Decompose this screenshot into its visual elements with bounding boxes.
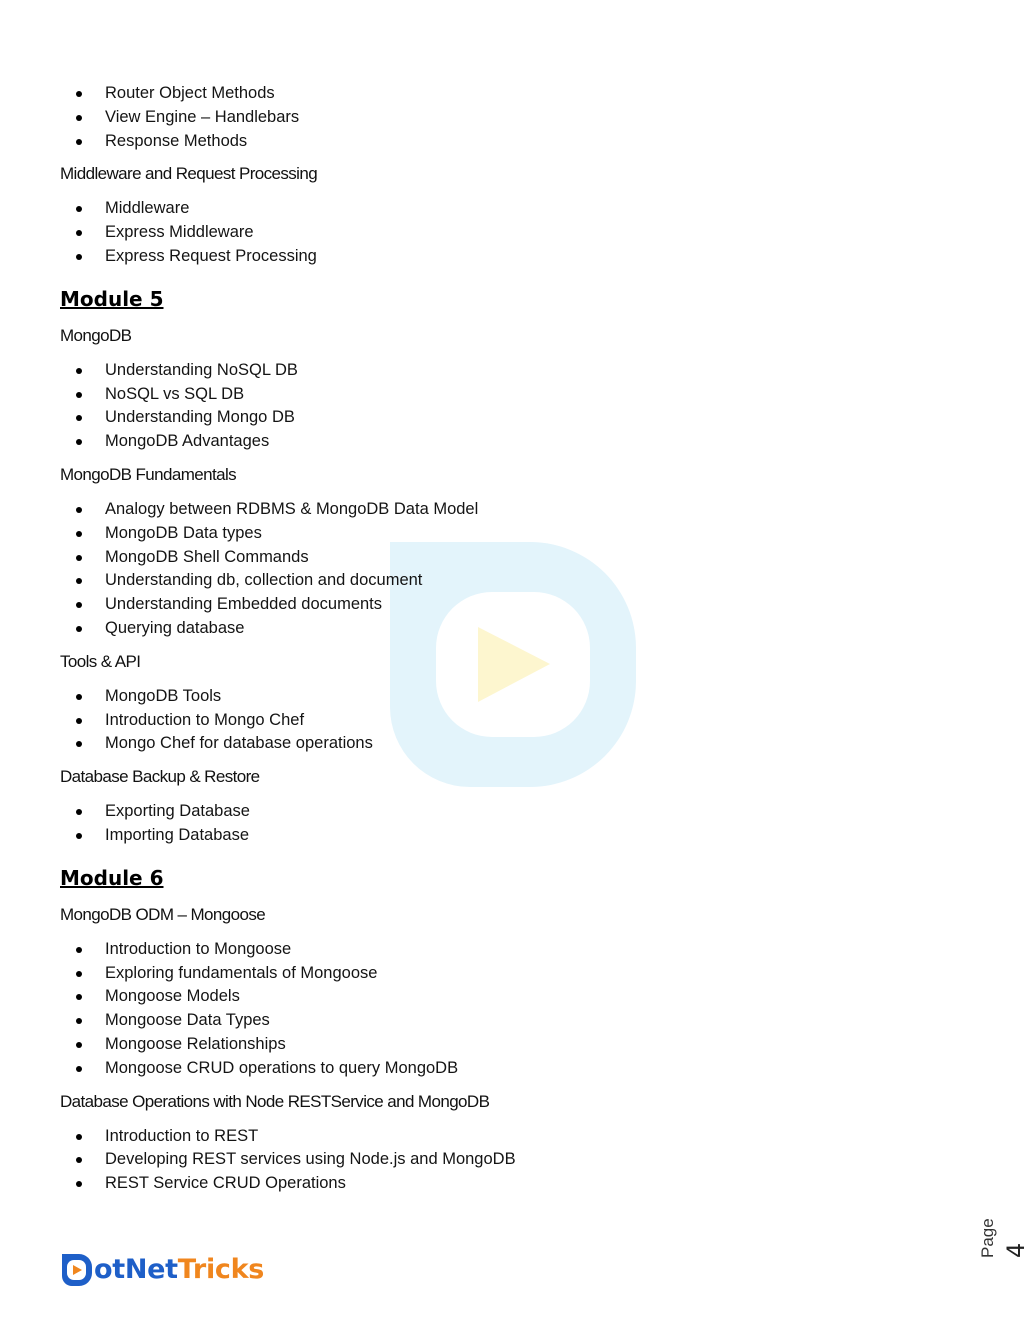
list-item: Exploring fundamentals of Mongoose — [60, 962, 940, 986]
list-item: NoSQL vs SQL DB — [60, 383, 940, 407]
list-item: Exporting Database — [60, 800, 940, 824]
odm-heading: MongoDB ODM – Mongoose — [60, 904, 266, 924]
list-item: Understanding Mongo DB — [60, 406, 940, 430]
list-item: Introduction to REST — [60, 1125, 940, 1149]
top-list — [60, 82, 940, 153]
odm-list — [60, 938, 940, 1081]
list-item: Introduction to Mongo Chef — [60, 709, 940, 733]
tools-heading: Tools & API — [60, 651, 141, 671]
middleware-list — [60, 197, 940, 268]
tools-list — [60, 685, 940, 756]
list-item: Router Object Methods — [60, 82, 940, 106]
list-item: MongoDB Tools — [60, 685, 940, 709]
list-item: MongoDB Data types — [60, 522, 940, 546]
play-d-logo-icon — [62, 1254, 92, 1286]
page-label: Page — [978, 1218, 997, 1258]
list-item: Mongoose Models — [60, 985, 940, 1009]
dotnettricks-logo — [62, 1253, 264, 1287]
list-item: MongoDB Advantages — [60, 430, 940, 454]
logo-text — [94, 1253, 264, 1287]
middleware-heading: Middleware and Request Processing — [60, 164, 318, 184]
list-item: Express Middleware — [60, 221, 940, 245]
list-item: Mongo Chef for database operations — [60, 732, 940, 756]
list-item: Understanding db, collection and document — [60, 569, 940, 593]
fundamentals-list — [60, 498, 940, 641]
list-item: Analogy between RDBMS & MongoDB Data Model — [60, 498, 940, 522]
list-item: REST Service CRUD Operations — [60, 1172, 940, 1196]
list-item: View Engine – Handlebars — [60, 106, 940, 130]
list-item: Express Request Processing — [60, 245, 940, 269]
mongodb-heading: MongoDB — [60, 325, 132, 345]
list-item: Mongoose Data Types — [60, 1009, 940, 1033]
list-item: Response Methods — [60, 130, 940, 154]
list-item: Understanding NoSQL DB — [60, 359, 940, 383]
fundamentals-heading: MongoDB Fundamentals — [60, 464, 237, 484]
rest-list — [60, 1125, 940, 1196]
list-item: Mongoose CRUD operations to query MongoDB — [60, 1057, 940, 1081]
module-6-title: Module 6 — [60, 865, 164, 890]
list-item: Developing REST services using Node.js and MongoDB — [60, 1148, 940, 1172]
list-item: Importing Database — [60, 824, 940, 848]
list-item: Understanding Embedded documents — [60, 593, 940, 617]
module-5-title: Module 5 — [60, 286, 164, 311]
logo-text-part2: Tricks — [177, 1254, 265, 1285]
list-item: Querying database — [60, 617, 940, 641]
list-item: MongoDB Shell Commands — [60, 546, 940, 570]
mongodb-list — [60, 359, 940, 454]
rest-heading: Database Operations with Node RESTService and MongoDB — [60, 1091, 490, 1111]
list-item: Mongoose Relationships — [60, 1033, 940, 1057]
page-content — [60, 82, 940, 1196]
backup-heading: Database Backup & Restore — [60, 767, 260, 787]
logo-text-part1: otNet — [94, 1254, 178, 1285]
page-number: 4 — [1002, 1242, 1030, 1258]
list-item: Middleware — [60, 197, 940, 221]
list-item: Introduction to Mongoose — [60, 938, 940, 962]
backup-list — [60, 800, 940, 848]
